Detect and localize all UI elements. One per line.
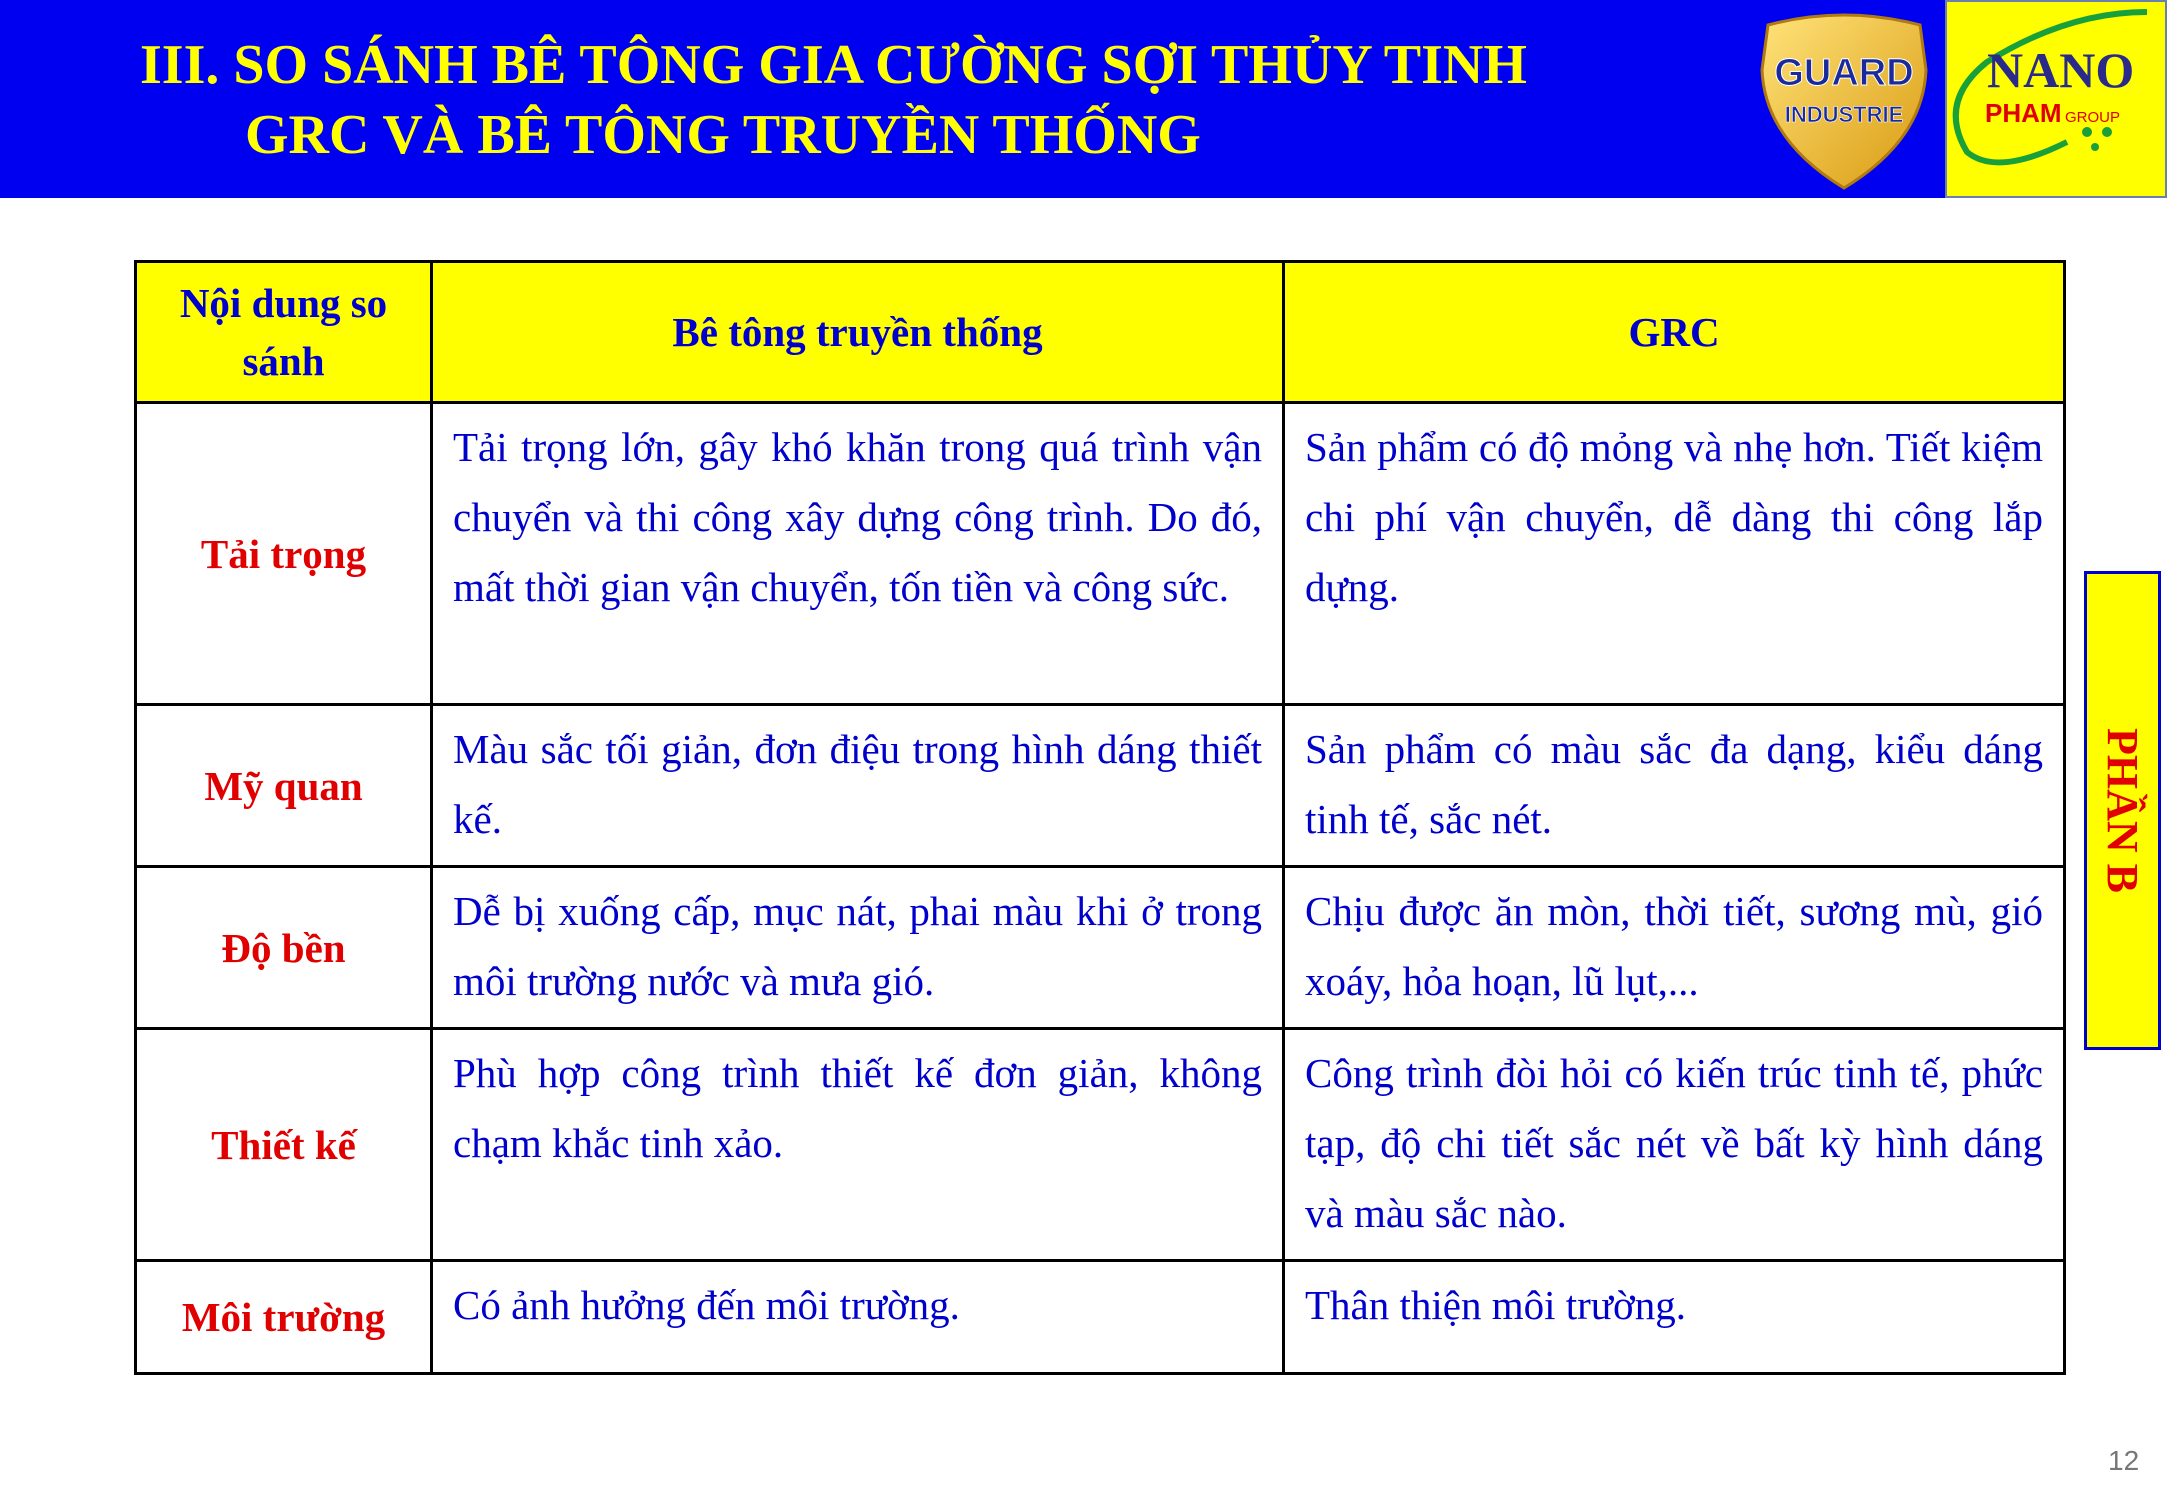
- svg-text:PHAM: PHAM: [1985, 98, 2062, 128]
- grc-cell: Chịu được ăn mòn, thời tiết, sương mù, gió xoáy, hỏa hoạn, lũ lụt,...: [1284, 867, 2065, 1029]
- traditional-cell: Phù hợp công trình thiết kế đơn giản, không chạm khắc tinh xảo.: [432, 1029, 1284, 1261]
- table-row: [136, 705, 2065, 867]
- section-side-tab: [2084, 571, 2161, 1050]
- grc-cell: Sản phẩm có độ mỏng và nhẹ hơn. Tiết kiệm chi phí vận chuyển, dễ dàng thi công lắp dựng.: [1284, 403, 2065, 705]
- page-title: [140, 30, 1527, 170]
- table-row: [136, 1029, 2065, 1261]
- title-line-1: III. SO SÁNH BÊ TÔNG GIA CƯỜNG SỢI THỦY TINH: [140, 34, 1527, 96]
- row-label: Mỹ quan: [136, 705, 432, 867]
- row-label: Tải trọng: [136, 403, 432, 705]
- row-label: Môi trường: [136, 1261, 432, 1374]
- table-row: [136, 867, 2065, 1029]
- nano-pham-group-logo: [1945, 0, 2167, 198]
- header-bar: [0, 0, 2167, 198]
- traditional-cell: Màu sắc tối giản, đơn điệu trong hình dáng thiết kế.: [432, 705, 1284, 867]
- comparison-table: [134, 260, 2066, 1375]
- header-criteria: Nội dung so sánh: [136, 262, 432, 403]
- traditional-cell: Có ảnh hưởng đến môi trường.: [432, 1261, 1284, 1374]
- svg-text:NANO: NANO: [1987, 42, 2135, 98]
- table-row: [136, 403, 2065, 705]
- svg-text:GROUP: GROUP: [2065, 109, 2121, 126]
- table-header-row: [136, 262, 2065, 403]
- guard-industrie-logo: [1748, 10, 1940, 190]
- svg-text:INDUSTRIE: INDUSTRIE: [1784, 102, 1904, 127]
- grc-cell: Công trình đòi hỏi có kiến trúc tinh tế, phức tạp, độ chi tiết sắc nét về bất kỳ hình dáng và màu sắc nào.: [1284, 1029, 2065, 1261]
- header-traditional: Bê tông truyền thống: [432, 262, 1284, 403]
- grc-cell: Thân thiện môi trường.: [1284, 1261, 2065, 1374]
- table-row: [136, 1261, 2065, 1374]
- row-label: Độ bền: [136, 867, 432, 1029]
- traditional-cell: Dễ bị xuống cấp, mục nát, phai màu khi ở trong môi trường nước và mưa gió.: [432, 867, 1284, 1029]
- section-label: PHẦN B: [2098, 728, 2147, 893]
- row-label: Thiết kế: [136, 1029, 432, 1261]
- svg-text:GUARD: GUARD: [1774, 52, 1914, 94]
- traditional-cell: Tải trọng lớn, gây khó khăn trong quá trình vận chuyển và thi công xây dựng công trình. Do đó, mất thời gian vận chuyển, tốn tiền và công sức.: [432, 403, 1284, 705]
- grc-cell: Sản phẩm có màu sắc đa dạng, kiểu dáng tinh tế, sắc nét.: [1284, 705, 2065, 867]
- page-number: 12: [2108, 1445, 2140, 1476]
- header-grc: GRC: [1284, 262, 2065, 403]
- title-line-2: GRC VÀ BÊ TÔNG TRUYỀN THỐNG: [245, 104, 1201, 166]
